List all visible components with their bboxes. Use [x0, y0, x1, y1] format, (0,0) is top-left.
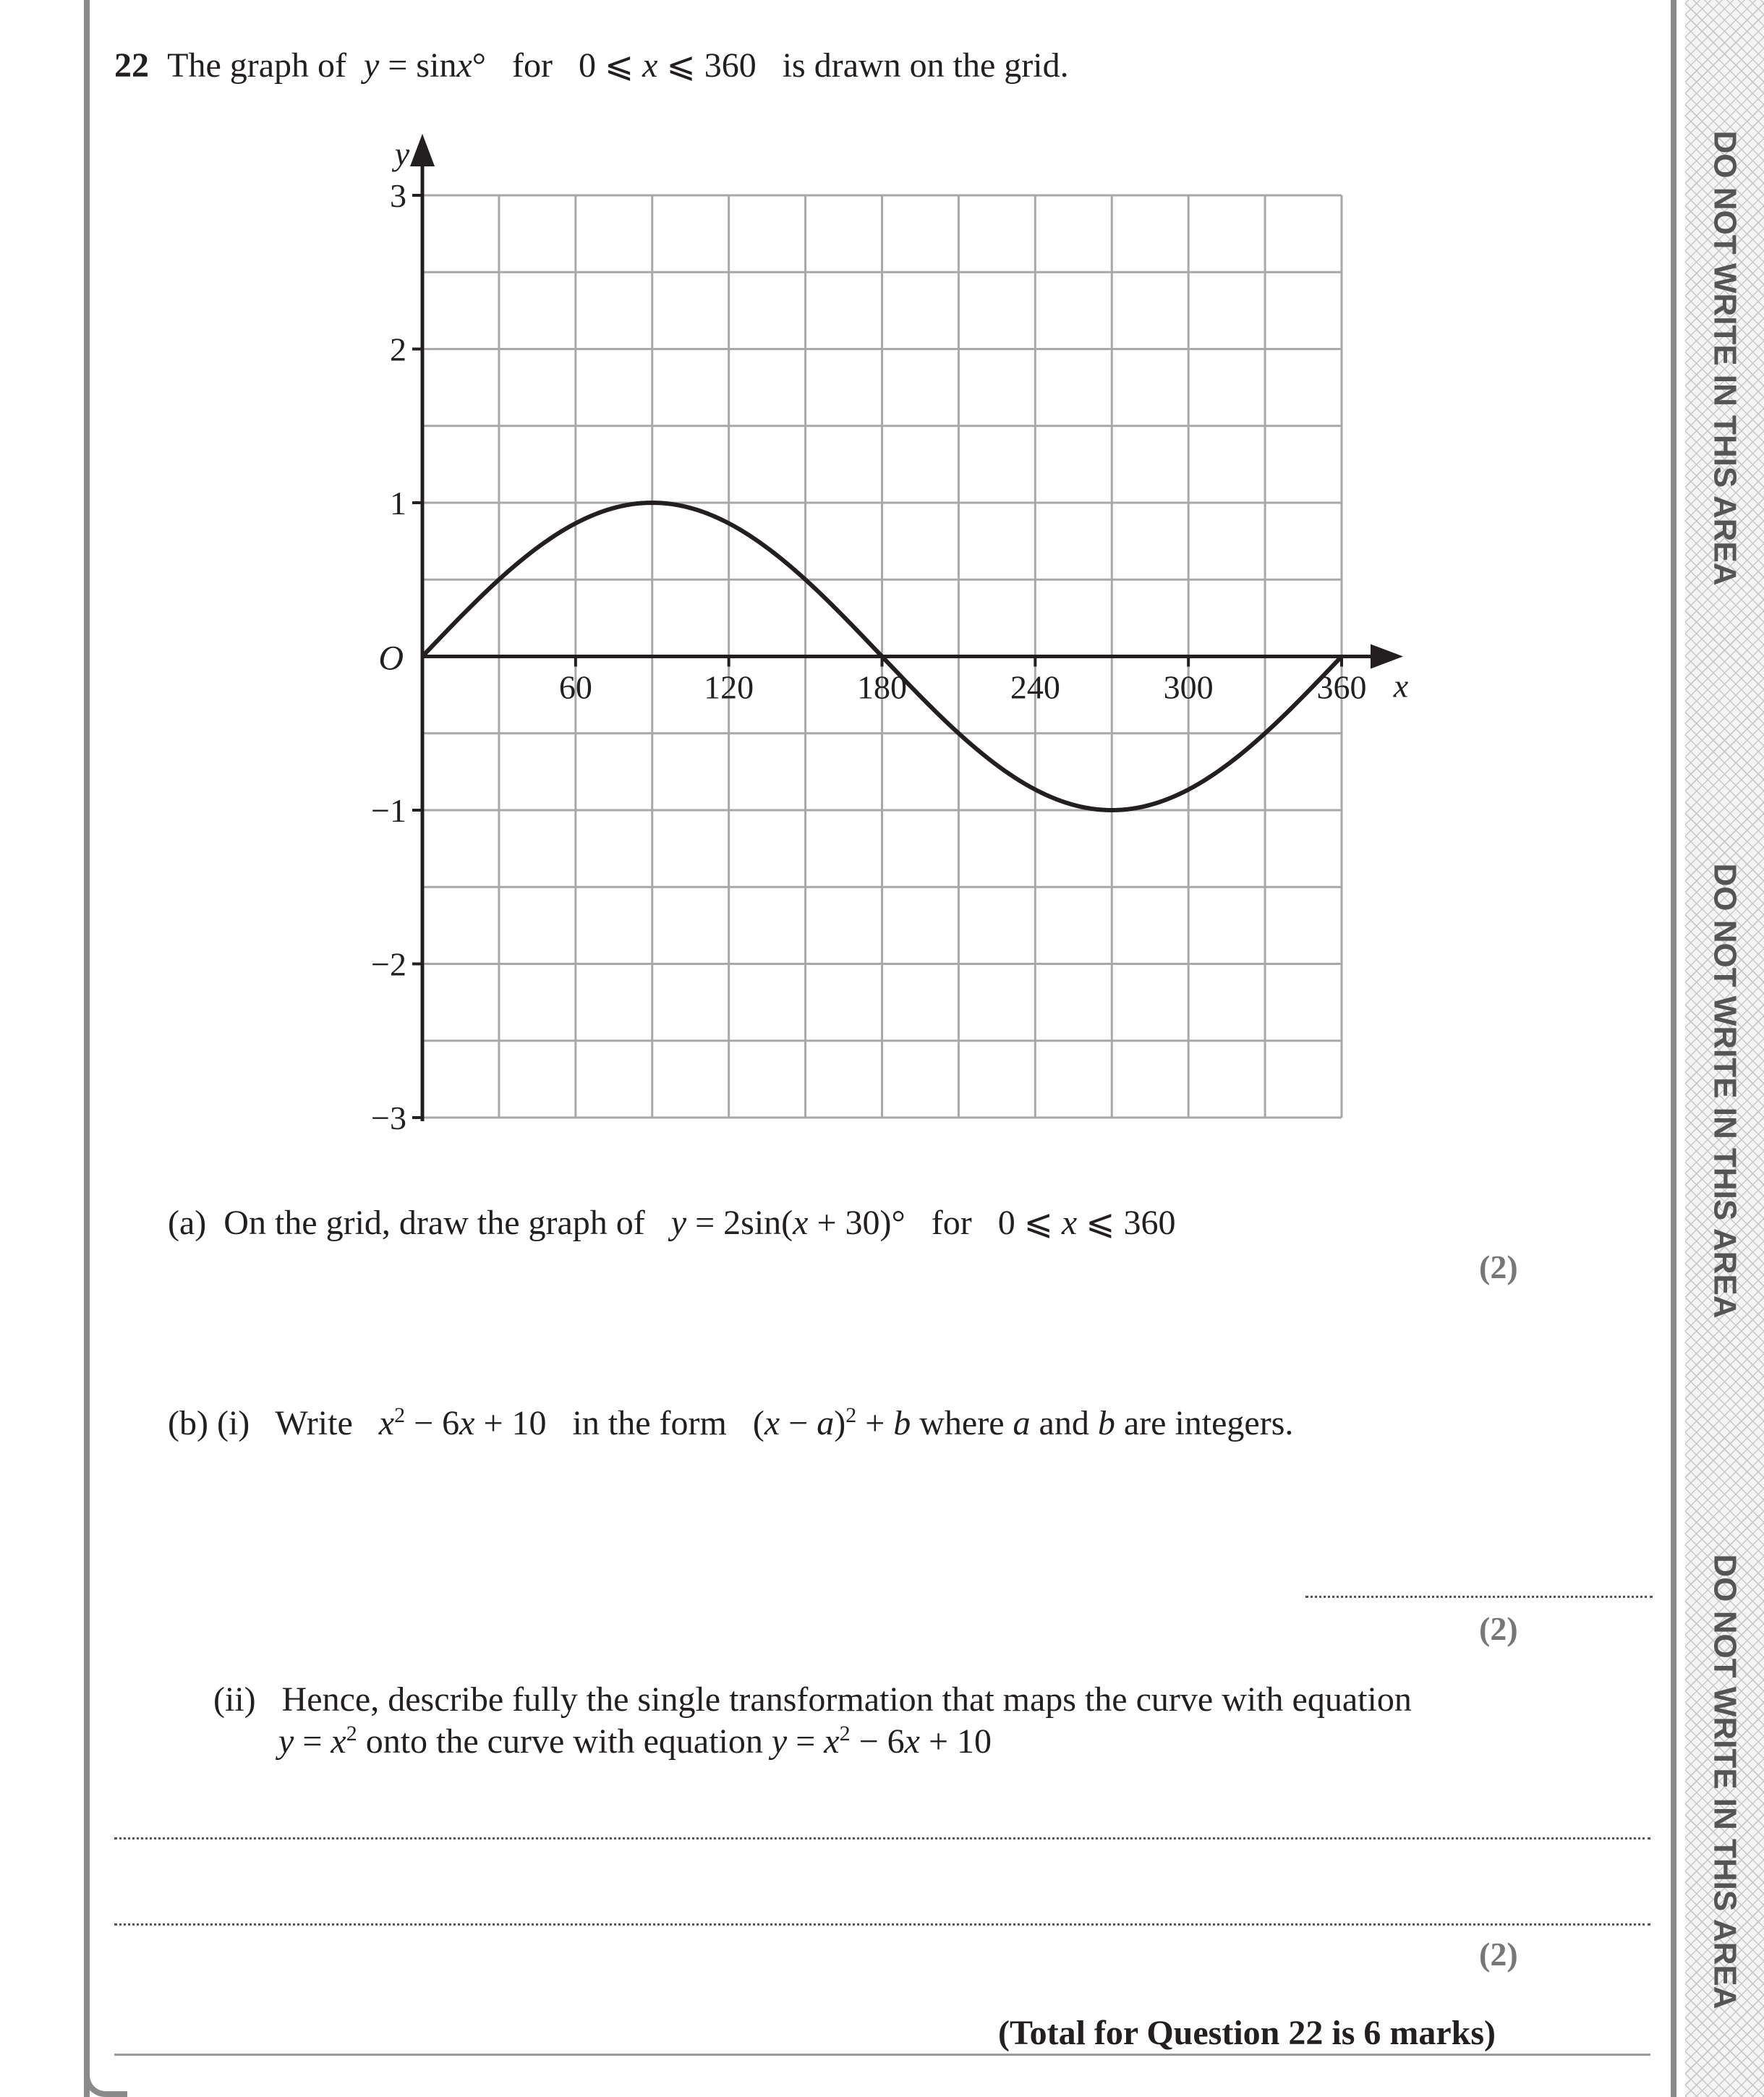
y-axis-label: y — [394, 135, 410, 172]
part-a-marks: (2) — [1479, 1249, 1518, 1285]
question-number: 22 — [114, 46, 149, 85]
side-warning-label-3: DO NOT WRITE IN THIS AREA — [1708, 1554, 1743, 2009]
part-b-i: (b) (i) Write $x^2 - 6x + 10$ in the form $(x - a)^2 + b$ where a and b are integers. — [168, 1403, 1294, 1442]
x-tick-label: 120 — [704, 668, 754, 706]
y-tick-label: −2 — [371, 945, 406, 983]
side-warning-label-1: DO NOT WRITE IN THIS AREA — [1708, 130, 1743, 586]
x-tick-label: 180 — [857, 668, 907, 706]
answer-line-b-i[interactable] — [1305, 1596, 1653, 1598]
x-tick-label: 240 — [1010, 668, 1060, 706]
y-tick-label: −3 — [371, 1099, 406, 1136]
part-b-ii-line-1: (ii) Hence, describe fully the single transformation that maps the curve with equation — [213, 1680, 1412, 1719]
x-tick-label: 300 — [1163, 668, 1214, 706]
part-b-ii-marks: (2) — [1479, 1936, 1518, 1973]
part-a: (a) On the grid, draw the graph of y = 2sin(x + 30)° for 0 ⩽ x ⩽ 360 — [168, 1204, 1176, 1242]
part-b-i-marks: (2) — [1479, 1610, 1518, 1647]
origin-label: O — [378, 639, 404, 678]
part-b-ii-line-2: $y = x^2$ onto the curve with equation $y = x^2 - 6x + 10$ — [278, 1722, 992, 1761]
y-tick-label: 1 — [390, 485, 406, 522]
x-axis-label: x — [1393, 667, 1409, 705]
sine-graph — [0, 101, 1764, 1319]
x-tick-label: 360 — [1316, 668, 1367, 706]
y-axis-arrow — [410, 134, 435, 166]
answer-line-b-ii-1[interactable] — [114, 1837, 1650, 1839]
side-warning-label-2: DO NOT WRITE IN THIS AREA — [1708, 863, 1743, 1319]
left-margin-corner — [84, 2040, 127, 2097]
y-tick-label: −1 — [371, 792, 406, 829]
y-tick-label: 2 — [390, 331, 406, 368]
question-total: (Total for Question 22 is 6 marks) — [998, 2014, 1496, 2052]
x-tick-label: 60 — [558, 668, 592, 706]
bottom-rule — [114, 2054, 1650, 2056]
y-tick-label: 3 — [390, 177, 406, 214]
question-stem: 22 The graph of y = sinx° for 0 ⩽ x ⩽ 360 is drawn on the grid. — [114, 46, 1069, 85]
x-axis-arrow — [1371, 645, 1403, 669]
answer-line-b-ii-2[interactable] — [114, 1923, 1650, 1926]
